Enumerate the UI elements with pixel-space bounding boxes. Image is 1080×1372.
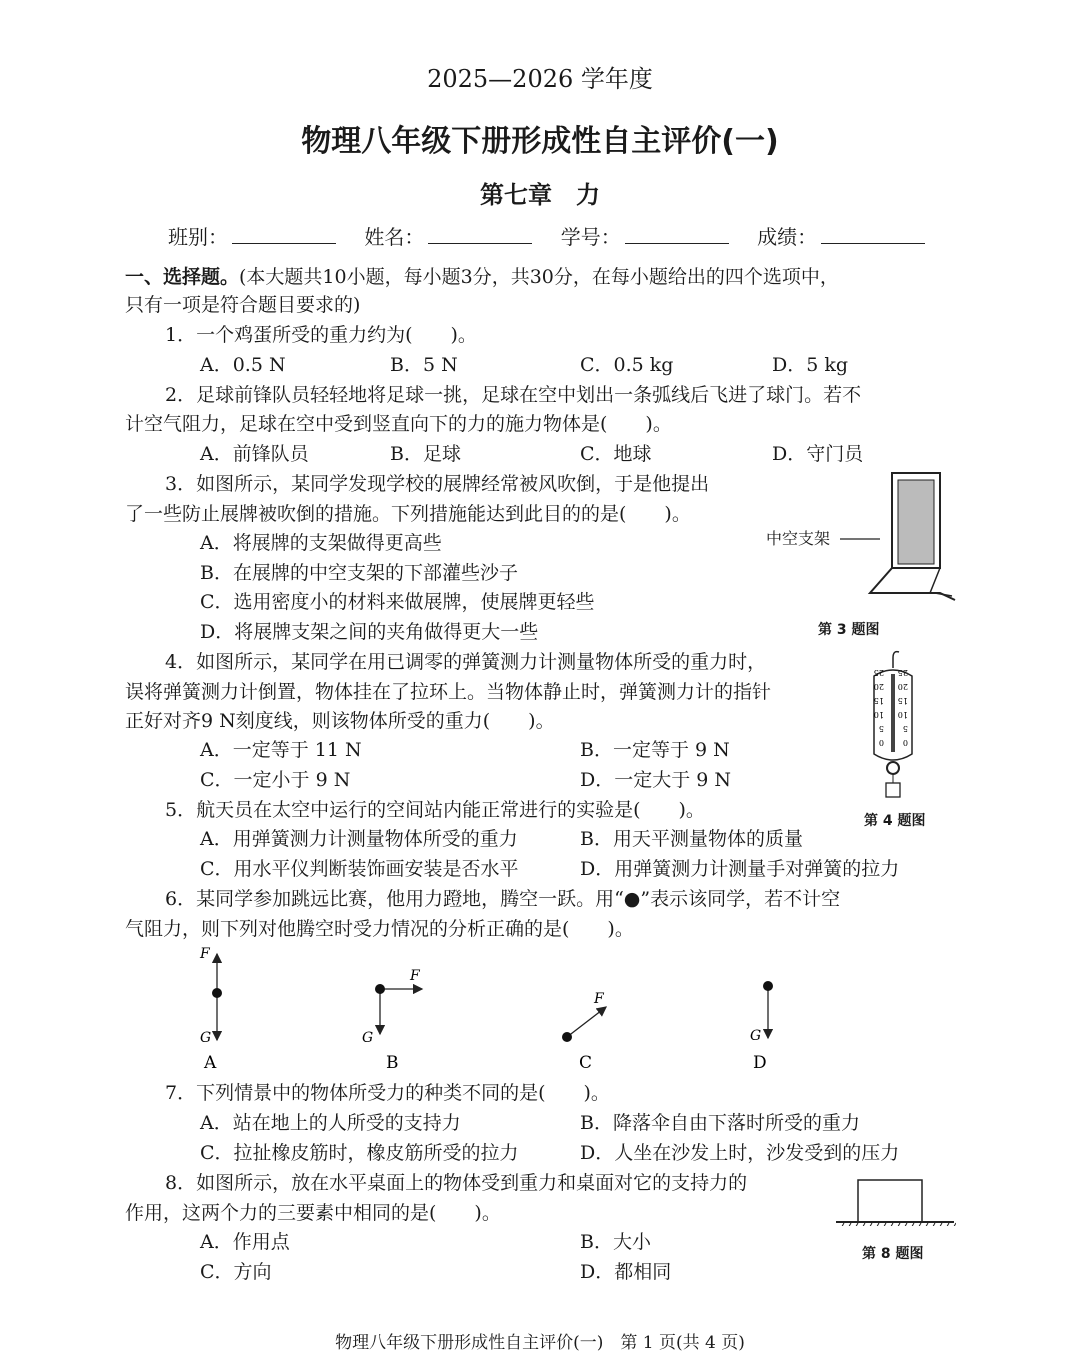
q8-stem-2: 作用，这两个力的三要素中相同的是( )。 [125,1202,501,1224]
scale-tick-label: 25 [897,668,908,677]
q7-option-d: D．人坐在沙发上时，沙发受到的压力 [580,1142,900,1164]
diagram-d [750,981,773,1073]
q5-option-b: B．用天平测量物体的质量 [580,828,803,850]
diagram-c [562,991,606,1073]
q2-option-d: D．守门员 [772,443,864,465]
q3-option-a: A．将展牌的支架做得更高些 [200,532,442,554]
q4-stem-2: 误将弹簧测力计倒置，物体挂在了拉环上。当物体静止时，弹簧测力计的指针 [125,681,772,703]
table-hatch [847,1223,851,1226]
table-hatch [945,1223,949,1226]
table-hatch [924,1223,928,1226]
q5-option-d: D．用弹簧测力计测量手对弹簧的拉力 [580,858,900,880]
q3-caption: 第 3 题图 [818,622,880,638]
page-title: 物理八年级下册形成性自主评价(一) [301,124,779,159]
name-field[interactable] [428,225,532,244]
q2-option-c: C．地球 [580,443,652,465]
q6-stem-2: 气阻力，则下列对他腾空时受力情况的分析正确的是( )。 [125,918,634,940]
display-board-figure [840,468,960,608]
q3-option-b: B．在展牌的中空支架的下部灌些沙子 [200,562,518,584]
score-field[interactable] [821,225,925,244]
q1-stem: 1．一个鸡蛋所受的重力约为( )。 [165,324,477,346]
student-info [168,224,925,250]
scale-tick-label: 5 [878,724,884,733]
q2-option-b: B．足球 [390,443,461,465]
q4-option-b: B．一定等于 9 N [580,739,730,761]
block-on-table-figure [836,1176,956,1226]
section-desc-2: 只有一项是符合题目要求的) [125,294,361,316]
svg-text:G: G [200,1030,212,1046]
table-hatch [840,1223,844,1226]
q8-stem-1: 8．如图所示，放在水平桌面上的物体受到重力和桌面对它的支持力的 [165,1172,748,1194]
scale-tick-label: 10 [873,710,884,719]
q6-stem-1: 6．某同学参加跳远比赛，他用力蹬地，腾空一跃。用“●”表示该同学，若不计空 [165,888,841,910]
scale-tick-label: 0 [902,738,908,747]
q8-option-b: B．大小 [580,1231,651,1253]
scale-tick-label: 5 [902,724,908,733]
q4-option-d: D．一定大于 9 N [580,769,732,791]
diagram-b [362,968,422,1073]
table-hatch [931,1223,935,1226]
q5-option-c: C．用水平仪判断装饰画安装是否水平 [200,858,519,880]
svg-text:A: A [204,1053,217,1073]
svg-text:B: B [386,1053,399,1073]
q7-stem: 7．下列情景中的物体所受力的种类不同的是( )。 [165,1082,610,1104]
q3-option-d: D．将展牌支架之间的夹角做得更大一些 [200,621,539,643]
scale-tick-label: 0 [878,738,884,747]
class-field[interactable] [232,225,336,244]
svg-text:F: F [594,991,604,1007]
q4-caption: 第 4 题图 [864,813,926,829]
q8-option-a: A．作用点 [200,1231,290,1253]
class-label: 班别： [168,225,228,249]
svg-text:F: F [200,946,210,962]
scale-tick-label: 10 [897,710,908,719]
q3-stem-2: 了一些防止展牌被吹倒的措施。下列措施能达到此目的的是( )。 [125,503,691,525]
q1-option-d: D．5 kg [772,354,849,376]
q5-option-a: A．用弹簧测力计测量物体所受的重力 [200,828,518,850]
svg-text:C: C [579,1053,593,1073]
q6-force-diagrams [190,940,790,1075]
scale-tick-label: 15 [897,696,908,705]
table-hatch [868,1223,872,1226]
table-hatch [917,1223,921,1226]
q8-option-d: D．都相同 [580,1261,672,1283]
q3-figure-label: 中空支架 [766,529,831,548]
q7-option-b: B．降落伞自由下落时所受的重力 [580,1112,860,1134]
q4-stem-3: 正好对齐9 N刻度线，则该物体所受的重力( )。 [125,710,555,732]
scale-tick-label: 15 [873,696,884,705]
table-hatch [938,1223,942,1226]
table-hatch [889,1223,893,1226]
table-hatch [861,1223,865,1226]
table-hatch [903,1223,907,1226]
q5-stem: 5．航天员在太空中运行的空间站内能正常进行的实验是( )。 [165,799,705,821]
table-hatch [910,1223,914,1226]
score-label: 成绩： [757,225,818,249]
q2-option-a: A．前锋队员 [200,443,309,465]
scale-tick-label: 20 [873,682,884,691]
q8-option-c: C．方向 [200,1261,272,1283]
spring-scale-figure [868,646,918,801]
chapter-title: 第七章 力 [480,180,600,209]
section-desc: (本大题共10小题，每小题3分，共30分，在每小题给出的四个选项中， [239,266,839,288]
q2-stem-1: 2．足球前锋队员轻轻地将足球一挑，足球在空中划出一条弧线后飞进了球门。若不 [165,384,862,406]
q7-option-c: C．拉扯橡皮筋时，橡皮筋所受的拉力 [200,1142,519,1164]
scale-tick-label: 20 [897,682,908,691]
scale-tick-label: 25 [873,668,884,677]
q8-caption: 第 8 题图 [862,1246,924,1262]
q2-stem-2: 计空气阻力，足球在空中受到竖直向下的力的施力物体是( )。 [125,413,672,435]
q1-option-a: A．0.5 N [200,354,286,376]
id-label: 学号： [560,225,621,249]
table-hatch [882,1223,886,1226]
school-year: 2025—2026 学年度 [427,65,653,93]
svg-text:F: F [410,968,420,984]
section-title: 一、选择题。 [125,266,240,288]
q7-option-a: A．站在地上的人所受的支持力 [200,1112,461,1134]
table-hatch [854,1223,858,1226]
svg-text:G: G [362,1030,374,1046]
table-hatch [875,1223,879,1226]
page-footer: 物理八年级下册形成性自主评价(一) 第 1 页(共 4 页) [335,1333,745,1353]
q1-option-c: C．0.5 kg [580,354,674,376]
id-field[interactable] [625,225,729,244]
q3-stem-1: 3．如图所示，某同学发现学校的展牌经常被风吹倒，于是他提出 [165,473,710,495]
q4-stem-1: 4．如图所示，某同学在用已调零的弹簧测力计测量物体所受的重力时， [165,651,767,673]
svg-text:G: G [750,1028,762,1044]
q1-option-b: B．5 N [390,354,458,376]
table-hatch [896,1223,900,1226]
q4-option-a: A．一定等于 11 N [200,739,362,761]
svg-text:D: D [753,1053,767,1073]
q3-option-c: C．选用密度小的材料来做展牌，使展牌更轻些 [200,591,595,613]
q4-option-c: C．一定小于 9 N [200,769,351,791]
name-label: 姓名： [364,225,425,249]
table-hatch [952,1223,956,1226]
diagram-a [199,946,222,1073]
